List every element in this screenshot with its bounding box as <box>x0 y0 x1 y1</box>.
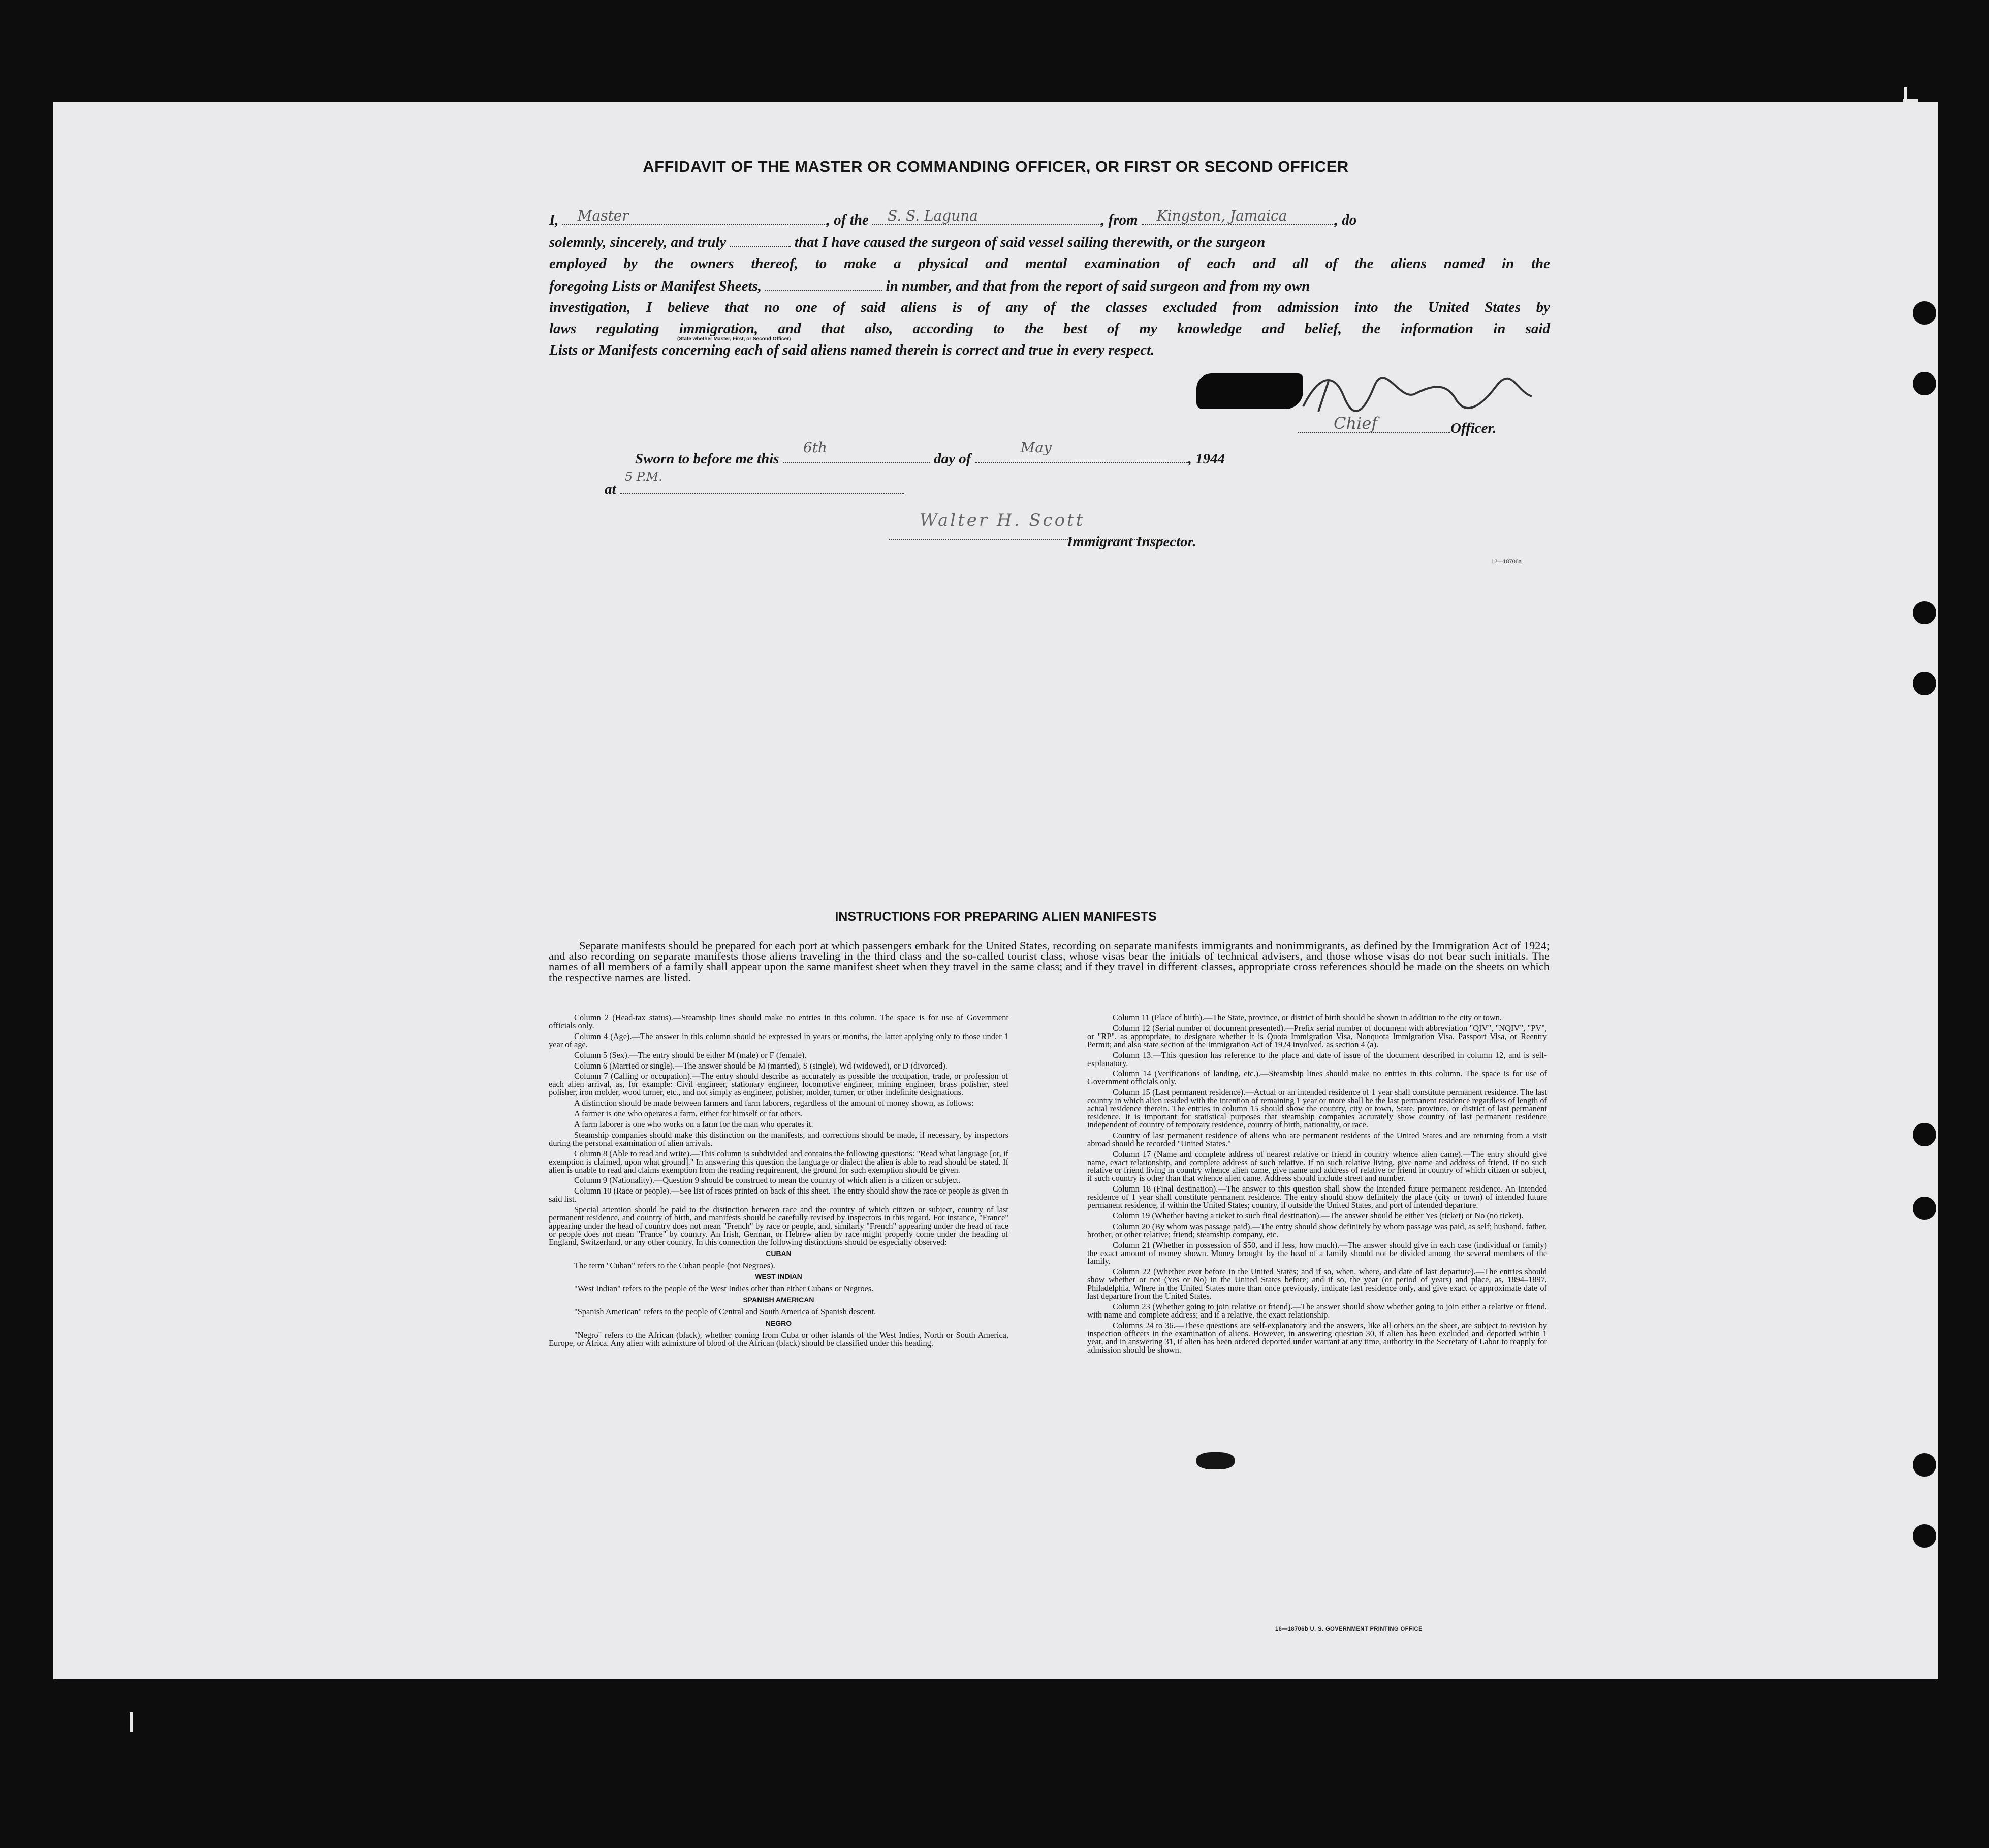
instruction-paragraph: Column 14 (Verifications of landing, etc.).—Steamship lines should make no entries in this column. The space is for use of Government officials only. <box>1087 1069 1547 1087</box>
section-heading: SPANISH AMERICAN <box>743 1296 814 1304</box>
day-handwritten: 6th <box>803 439 827 456</box>
instruction-paragraph: Column 6 (Married or single).—The answer should be M (married), S (single), Wd (widowed), or D (divorced). <box>574 1060 948 1071</box>
redaction-mark <box>1196 373 1303 409</box>
vessel-field <box>872 208 1101 225</box>
month-field <box>975 439 1188 463</box>
affidavit-line: laws regulating immigration, and that also, according to the best of my knowledge and belief, the information in said <box>549 321 1550 337</box>
binder-hole <box>1913 301 1936 325</box>
instructions-right-column <box>1087 1014 1547 1356</box>
instruction-paragraph: Column 20 (By whom was passage paid).—The entry should show definitely by whom passage was paid, as self; husband, father, brother, or other relative; friend; steamship company, etc. <box>1087 1221 1547 1239</box>
instruction-paragraph: Column 15 (Last permanent residence).—Actual or an intended residence of 1 year shall constitute permanent residence. The last country in which alien resided with the intention of remaining 1 year or more shall be the last permanent residence regardless of length of actual residence therein. The entries in column 15 should show the country, city or town, State, province, or district of last permanent residence. It is important for statistical purposes that steamship companies accurately show country of last permanent residence independent of country of temporary residence, country of birth, nationality, or race. <box>1087 1087 1547 1130</box>
instruction-paragraph: Column 7 (Calling or occupation).—The entry should describe as accurately as possible the occupation, trade, or profession of each alien arrival, as, for example: Civil engineer, stationary engineer, locomotive engineer, mining engineer, brass polisher, steel polisher, iron molder, wood turner, etc., and not simply as engineer, polisher, molder, turner, or other indefinite designations. <box>549 1071 1008 1098</box>
time-field <box>620 469 904 494</box>
affidavit-phrase: solemnly, sincerely, and truly <box>549 234 727 250</box>
instruction-paragraph: "West Indian" refers to the people of the West Indies other than either Cubans or Negroes. <box>574 1283 874 1294</box>
sworn-line <box>635 439 1225 467</box>
day-field <box>783 439 930 463</box>
binder-hole <box>1913 372 1936 395</box>
section-heading: WEST INDIAN <box>755 1272 802 1281</box>
time-line <box>605 469 904 498</box>
binder-hole <box>1913 672 1936 695</box>
month-handwritten: May <box>1020 439 1052 456</box>
affidavit-phrase: foregoing Lists or Manifest Sheets, <box>549 278 762 294</box>
rank-field <box>562 208 827 225</box>
affidavit-phrase: that I have caused the surgeon of said vessel sailing therewith, or the surgeon <box>794 234 1266 250</box>
vessel-handwritten: S. S. Laguna <box>888 207 978 224</box>
instruction-paragraph: "Negro" refers to the African (black), whether coming from Cuba or other islands of the West Indies, North or South America, Europe, or Africa. Any alien with admixture of blood of the African (black) should be classified under this heading. <box>549 1330 1008 1348</box>
instruction-paragraph: A farm laborer is one who works on a farm for the man who operates it. <box>574 1119 813 1129</box>
instruction-paragraph: The term "Cuban" refers to the Cuban people (not Negroes). <box>574 1260 775 1270</box>
affidavit-line: investigation, I believe that no one of said aliens is of any of the classes excluded from admission into the United States by <box>549 299 1550 316</box>
instruction-paragraph: Column 11 (Place of birth).—The State, province, or district of birth should be shown in addition to the city or town. <box>1113 1013 1502 1022</box>
instruction-paragraph: Column 19 (Whether having a ticket to such final destination).—The answer should be either Yes (ticket) or No (no ticket). <box>1113 1210 1524 1220</box>
inspector-label: Immigrant Inspector. <box>1067 534 1196 550</box>
affidavit-line: Lists or Manifests concerning each of said aliens named therein is correct and true in every respect. <box>549 342 1155 358</box>
binder-hole <box>1913 1123 1936 1146</box>
affidavit-text <box>549 208 1550 361</box>
instruction-paragraph: Column 10 (Race or people).—See list of races printed on back of this sheet. The entry should show the race or people as given in said list. <box>549 1186 1008 1204</box>
inspector-handwritten: Walter H. Scott <box>920 510 1085 530</box>
binder-hole <box>1913 1524 1936 1548</box>
instruction-paragraph: Column 9 (Nationality).—Question 9 should be construed to mean the country of which alien is a citizen or subject. <box>574 1175 961 1185</box>
count-field <box>765 274 882 291</box>
instruction-paragraph: Column 22 (Whether ever before in the United States; and if so, when, where, and date of last departure).—The entries should show whether or not (Yes or No) in the United States before; and if so, the year (or period of years) and place, as, 1894–1897, Philadelphia. Where in the United States more than once previously, indicate last residence only, and give exact or approximate date of last departure from the United States. <box>1087 1267 1547 1301</box>
of-the-label: , of the <box>826 212 869 228</box>
instructions-intro: Separate manifests should be prepared for each port at which passengers embark for the United States, recording on separate manifests immigrants and nonimmigrants, as defined by the Immigration Act of 1924; and also recording on separate manifests those aliens traveling in the third class and the so-called tourist class, whose visas bear the initials of technical advisers, and those whose visas do not bear such initials. The names of all members of a family shall appear upon the same manifest sheet when they travel in the same class; and if they travel in different classes, appropriate cross references should be made on the sheets on which the respective names are listed. <box>549 939 1550 984</box>
year-label: , 1944 <box>1188 451 1225 467</box>
instruction-paragraph: Column 4 (Age).—The answer in this column should be expressed in years or months, the latter applying only to those under 1 year of age. <box>549 1031 1008 1049</box>
instruction-paragraph: Column 21 (Whether in possession of $50, and if less, how much).—The answer should give in each case (individual or family) the exact amount of money shown. Money brought by the head of a family should not be divided among the several members of the family. <box>1087 1240 1547 1266</box>
instruction-paragraph: Column 17 (Name and complete address of nearest relative or friend in country whence alien came).—The entry should give name, exact relationship, and complete address of such relative. If no such relative living, give name and address of friend. If no such relative or friend living in country whence alien came, give name and address of relative or friend in country of which citizen or subject, if such country is other than that whence alien came. Address should include street and number. <box>1087 1149 1547 1183</box>
instruction-paragraph: A distinction should be made between farmers and farm laborers, regardless of the amount of money shown, as follows: <box>574 1098 974 1108</box>
binder-hole <box>1913 1453 1936 1477</box>
printing-office-footer: 16—18706b U. S. GOVERNMENT PRINTING OFFICE <box>1275 1626 1423 1632</box>
instruction-paragraph: Special attention should be paid to the distinction between race and the country of which citizen or subject, country of last permanent residence, and country of birth, and manifests should be carefully revised by inspectors in this regard. For instance, "France" appearing under the head of country does not mean "French" by race or people, and, similarly "French" appearing under the head of race or people does not mean "France" by country. An Irish, German, or Hebrew alien by race might properly come under the heading of England, Switzerland, or any other country. In this connection the following distinctions should be especially observed: <box>549 1205 1008 1247</box>
at-label: at <box>605 481 616 497</box>
instruction-paragraph: "Spanish American" refers to the people of Central and South America of Spanish descent. <box>574 1307 876 1317</box>
sworn-label: Sworn to before me this <box>635 451 779 467</box>
officer-label: Officer. <box>1450 420 1497 436</box>
time-handwritten: 5 P.M. <box>624 469 662 484</box>
section-heading: CUBAN <box>766 1249 792 1258</box>
instruction-paragraph: Column 2 (Head-tax status).—Steamship lines should make no entries in this column. The space is for use of Government officials only. <box>549 1013 1008 1030</box>
instruction-paragraph: Column 8 (Able to read and write).—This column is subdivided and contains the following questions: "Read what language [or, if exemption is claimed, upon what ground]." In answering this question the language or dialect the alien is able to read should be stated. If alien is unable to read and claims exemption from the reading requirement, the ground for such exemption should be given. <box>549 1148 1008 1175</box>
instructions-title: INSTRUCTIONS FOR PREPARING ALIEN MANIFESTS <box>835 910 1157 924</box>
binder-hole <box>1913 601 1936 624</box>
blank-field <box>730 231 791 247</box>
instruction-paragraph: Column 12 (Serial number of document presented).—Prefix serial number of document with abbreviation "QIV", "NQIV", "PV", or "RP", as appropriate, to designate whether it is Quota Immigration Visa, Nonquota Immigration Visa, Passport Visa, or Reentry Permit; and also state section of the Immigration Act of 1924 involved, as section 4 (a). <box>1087 1023 1547 1049</box>
affidavit-line <box>549 208 1550 231</box>
instruction-paragraph: Column 13.—This question has reference to the place and date of issue of the document described in column 12, and is self-explanatory. <box>1087 1050 1547 1068</box>
instruction-paragraph: A farmer is one who operates a farm, either for himself or for others. <box>574 1109 803 1119</box>
affidavit-title: AFFIDAVIT OF THE MASTER OR COMMANDING OFFICER, OR FIRST OR SECOND OFFICER <box>643 158 1349 175</box>
ink-smudge <box>1196 1452 1235 1469</box>
section-heading: NEGRO <box>765 1319 792 1328</box>
affidavit-line: employed by the owners thereof, to make a physical and mental examination of each and all of the aliens named in the <box>549 256 1550 272</box>
do-label: , do <box>1334 212 1357 228</box>
instruction-paragraph: Steamship companies should make this distinction on the manifests, and corrections should be made, if necessary, by inspectors during the personal examination of alien arrivals. <box>549 1130 1008 1148</box>
instruction-paragraph: Column 5 (Sex).—The entry should be either M (male) or F (female). <box>574 1050 807 1060</box>
form-code: 12—18706a <box>1491 559 1522 565</box>
officer-title-field <box>1298 414 1450 433</box>
instruction-paragraph: Column 18 (Final destination).—The answer to this question shall show the intended future permanent residence. An intended residence of 1 year shall constitute permanent residence. The entry should show definitely the place (city or town) of intended future permanent residence, if within the United States; country, if outside the United States, and port of intended departure. <box>1087 1184 1547 1210</box>
affidavit-line <box>549 231 1550 253</box>
rank-handwritten: Master <box>577 207 629 224</box>
binder-hole <box>1913 1197 1936 1220</box>
affidavit-line <box>549 274 1550 297</box>
port-field <box>1142 208 1335 225</box>
day-of-label: day of <box>934 451 971 467</box>
instruction-paragraph: Columns 24 to 36.—These questions are self-explanatory and the answers, like all others on the sheet, are subject to revision by inspection officers in the examination of aliens. However, in answering question 30, if alien has been excluded and deported within 1 year, and in answering 31, if alien has been ordered deported under warrant at any time, authority in the Secretary of Labor to reapply for admission should be shown. <box>1087 1320 1547 1355</box>
officer-handwritten: Chief <box>1334 414 1378 433</box>
rank-hint: (State whether Master, First, or Second Officer) <box>677 336 791 342</box>
from-label: , from <box>1101 212 1138 228</box>
officer-title-line <box>1298 414 1497 437</box>
port-handwritten: Kingston, Jamaica <box>1156 207 1287 224</box>
affidavit-phrase: in number, and that from the report of said surgeon and from my own <box>886 278 1310 294</box>
instruction-paragraph: Column 23 (Whether going to join relative or friend).—The answer should show whether going to join either a relative or friend, with name and complete address; and if a relative, the exact relationship. <box>1087 1302 1547 1320</box>
document-sheet <box>53 102 1938 1679</box>
scan-corner-mark <box>130 1712 133 1732</box>
instruction-paragraph: Country of last permanent residence of aliens who are permanent residents of the United States and are returning from a visit abroad should be recorded "United States." <box>1087 1130 1547 1148</box>
pronoun: I, <box>549 212 559 228</box>
instructions-left-column <box>549 1014 1008 1350</box>
